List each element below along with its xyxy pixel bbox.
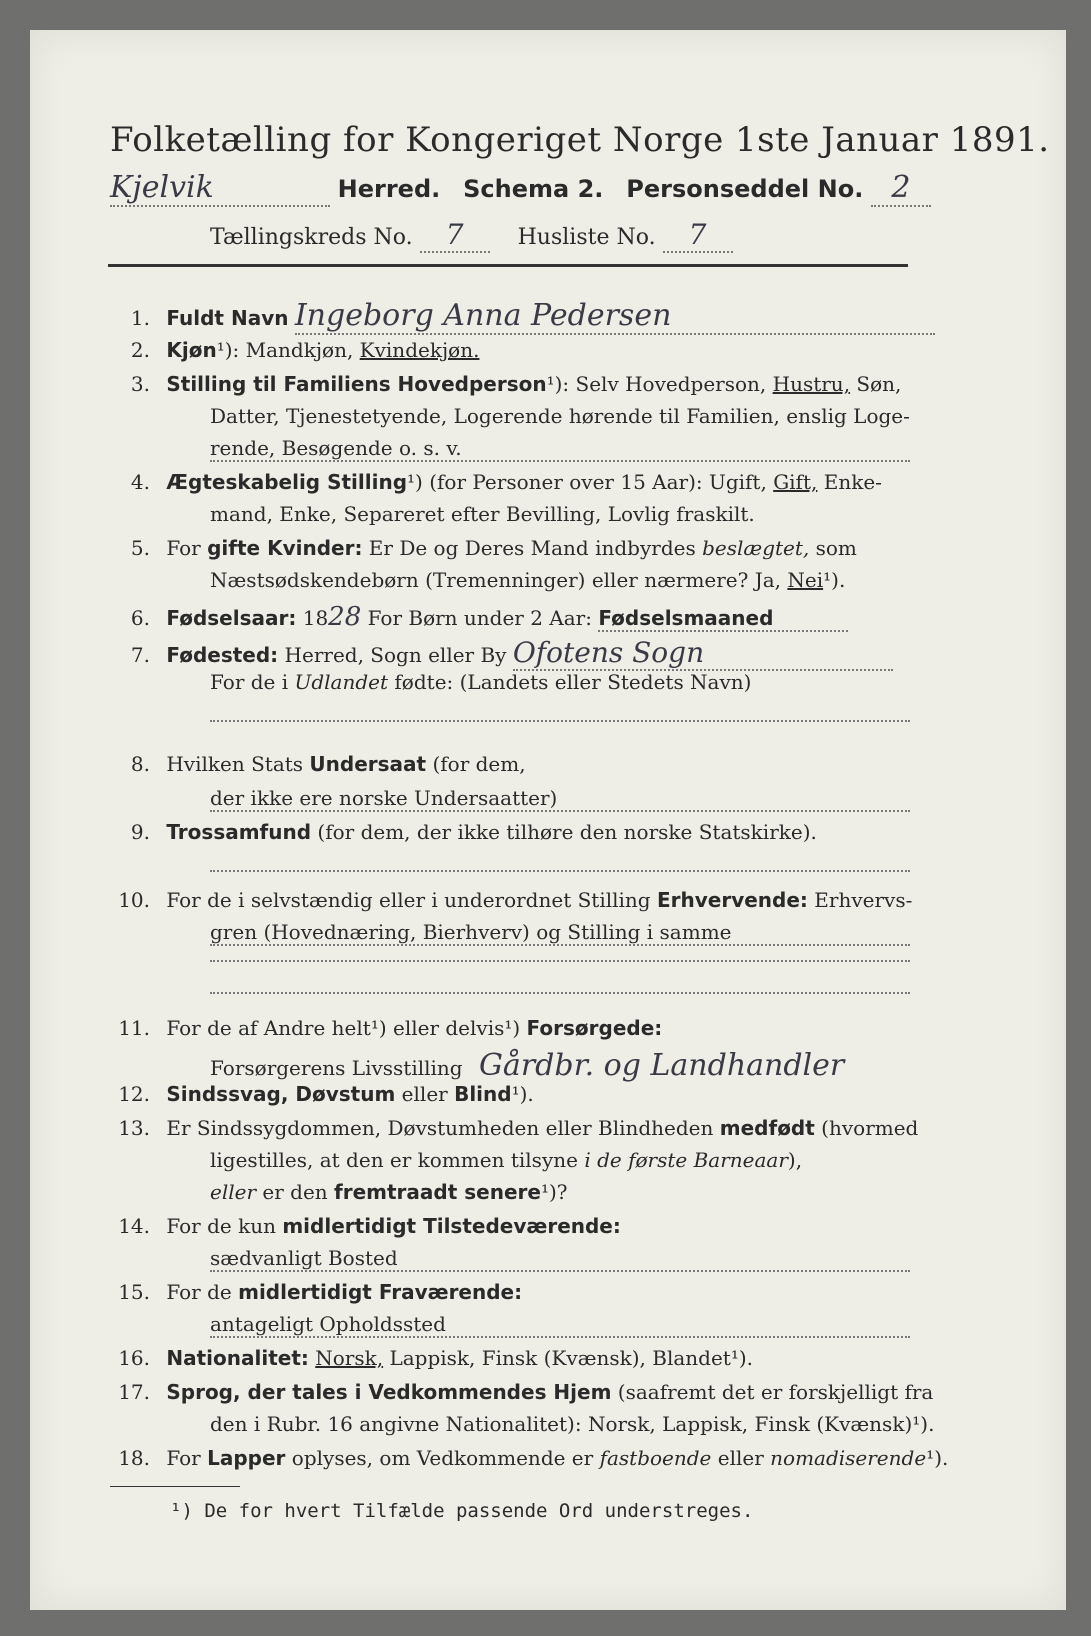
item-17-line2: den i Rubr. 16 angivne Nationalitet): Norsk, Lappisk, Finsk (Kvænsk)¹). <box>210 1412 935 1436</box>
item-17: 17. Sprog, der tales i Vedkommendes Hjem (saafremt det er forskjelligt fra <box>118 1380 934 1404</box>
full-name-value: Ingeborg Anna Pedersen <box>295 298 935 335</box>
item-9: 9. Trossamfund (for dem, der ikke tilhøre den norske Statskirke). <box>130 820 817 844</box>
item-5-line2: Næstsødskendebørn (Tremenninger) eller nærmere? Ja, Nei¹). <box>210 568 846 592</box>
item-10: 10. For de i selvstændig eller i underordnet Stilling Erhvervende: Erhvervs- <box>118 888 913 912</box>
item-9-blank-line <box>210 870 910 872</box>
herred-value: Kjelvik <box>110 170 330 207</box>
item-14: 14. For de kun midlertidigt Tilstedeværende: <box>118 1214 621 1238</box>
item-13-line2: ligestilles, at den er kommen tilsyne i de første Barneaar), <box>210 1148 803 1172</box>
item-13: 13. Er Sindssygdommen, Døvstumheden eller Blindheden medfødt (hvormed <box>118 1116 919 1140</box>
item-11: 11. For de af Andre helt¹) eller delvis¹) Forsørgede: <box>118 1016 663 1040</box>
item-16: 16. Nationalitet: Norsk, Lappisk, Finsk (Kvænsk), Blandet¹). <box>118 1346 754 1370</box>
item-3-line2: Datter, Tjenestetyende, Logerende hørende til Familien, enslig Loge- <box>210 404 910 428</box>
herred-label: Herred. <box>337 175 441 203</box>
item-15-line2: antageligt Opholdssted <box>210 1312 910 1338</box>
item-6: 6. Fødselsaar: 1828 For Børn under 2 Aar: Fødselsmaaned <box>110 602 848 632</box>
schema-label: Schema 2. <box>463 175 604 203</box>
birthplace-value: Ofotens Sogn <box>513 636 893 671</box>
birth-year-value: 28 <box>328 602 362 632</box>
item-7-line2: For de i Udlandet fødte: (Landets eller Stedets Navn) <box>210 670 752 694</box>
husliste-label: Husliste No. <box>517 225 656 250</box>
census-form-sheet <box>30 30 1066 1610</box>
header-line-taellingskreds <box>210 218 733 253</box>
item-10-blank-line-2 <box>210 992 910 994</box>
item-4-line2: mand, Enke, Separeret efter Bevilling, Lovlig fraskilt. <box>210 502 755 526</box>
personseddel-value: 2 <box>871 170 931 207</box>
taellingskreds-label: Tællingskreds No. <box>210 225 413 250</box>
footnote: ¹) De for hvert Tilfælde passende Ord understreges. <box>170 1500 754 1522</box>
husliste-value: 7 <box>663 218 733 253</box>
footnote-rule <box>110 1486 240 1487</box>
item-3-line3: rende, Besøgende o. s. v. <box>210 436 910 462</box>
item-8: 8. Hvilken Stats Undersaat (for dem, <box>130 752 526 776</box>
item-8-line2: der ikke ere norske Undersaatter) <box>210 786 910 812</box>
header-rule <box>108 264 908 267</box>
item-3: 3. Stilling til Familiens Hovedperson¹): Selv Hovedperson, Hustru, Søn, <box>130 372 902 396</box>
sex-selected: Kvindekjøn. <box>359 338 480 362</box>
related-selected: Nei <box>787 568 824 592</box>
item-7-blank-line <box>210 720 910 722</box>
item-1: 1. Fuldt Navn Ingeborg Anna Pedersen <box>110 298 935 335</box>
family-position-selected: Hustru, <box>772 372 851 396</box>
nationality-selected: Norsk, <box>315 1346 384 1370</box>
item-4: 4. Ægteskabelig Stilling¹) (for Personer over 15 Aar): Ugift, Gift, Enke- <box>130 470 882 494</box>
item-11-line2: Forsørgerens Livsstilling Gårdbr. og Landhandler <box>210 1048 845 1083</box>
marital-status-selected: Gift, <box>773 470 818 494</box>
item-15: 15. For de midlertidigt Fraværende: <box>118 1280 523 1304</box>
item-5: 5. For gifte Kvinder: Er De og Deres Mand indbyrdes beslægtet, som <box>130 536 857 560</box>
item-7: 7. Fødested: Herred, Sogn eller By Ofotens Sogn <box>110 636 893 671</box>
provider-occupation-value: Gårdbr. og Landhandler <box>478 1048 845 1083</box>
form-title: Folketælling for Kongeriget Norge 1ste Januar 1891. <box>110 120 1050 160</box>
item-1-label: Fuldt Navn <box>166 306 289 330</box>
header-line-herred <box>110 170 931 207</box>
item-18: 18. For Lapper oplyses, om Vedkommende er fastboende eller nomadiserende¹). <box>118 1446 949 1470</box>
item-10-line2: gren (Hovednæring, Bierhverv) og Stilling i samme <box>210 920 910 946</box>
item-10-blank-line-1 <box>210 960 910 962</box>
item-2: 2. Kjøn¹): Mandkjøn, Kvindekjøn. <box>130 338 480 362</box>
taellingskreds-value: 7 <box>420 218 490 253</box>
item-14-line2: sædvanligt Bosted <box>210 1246 910 1272</box>
item-13-line3: eller er den fremtraadt senere¹)? <box>210 1180 568 1204</box>
personseddel-label: Personseddel No. <box>626 175 864 203</box>
item-12: 12. Sindssvag, Døvstum eller Blind¹). <box>118 1082 534 1106</box>
